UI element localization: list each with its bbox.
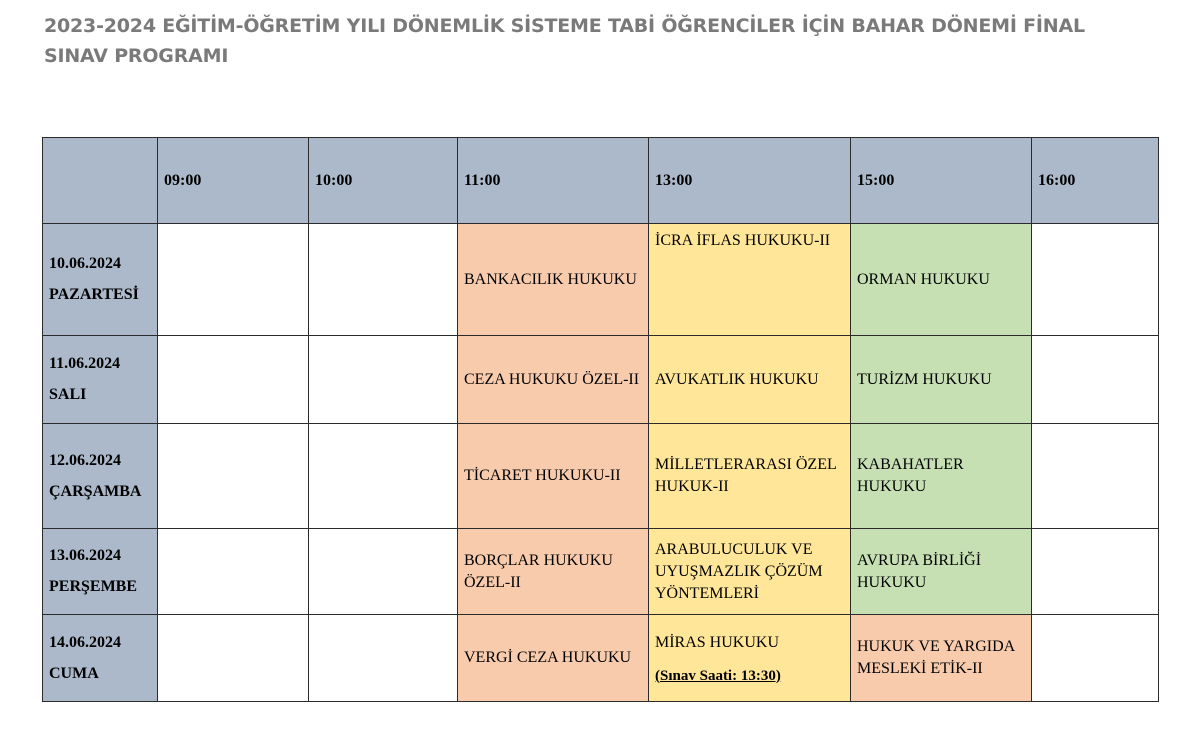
exam-date: 10.06.2024 [49,255,121,272]
exam-day: ÇARŞAMBA [49,482,142,500]
empty-slot [1032,224,1159,336]
course-name: VERGİ CEZA HUKUKU [464,649,632,666]
empty-slot [158,424,309,529]
empty-slot [158,529,309,615]
table-row [43,615,1159,702]
header-time-1300: 13:00 [649,138,851,224]
course-name: HUKUK VE YARGIDA MESLEKİ ETİK-II [857,638,1015,677]
course-name: BORÇLAR HUKUKU ÖZEL-II [464,551,613,591]
exam-date: 11.06.2024 [49,355,121,372]
header-time-0900: 09:00 [158,138,309,224]
table-row [43,529,1159,615]
exam-slot-1100 [458,224,649,336]
exam-slot-1300 [649,224,851,336]
table-row [43,424,1159,529]
course-name: BANKACILIK HUKUKU [464,270,637,288]
exam-time-note: (Sınav Saati: 13:30) [655,667,781,684]
empty-slot [309,336,458,424]
header-corner [43,138,158,224]
exam-slot-1300 [649,615,851,702]
exam-slot-1300 [649,336,851,424]
course-name: TURİZM HUKUKU [857,370,992,388]
course-name: ORMAN HUKUKU [857,270,990,288]
header-time-1500: 15:00 [851,138,1032,224]
exam-day: CUMA [49,664,99,682]
exam-slot-1500 [851,529,1032,615]
exam-day: PAZARTESİ [49,286,139,303]
header-time-1000: 10:00 [309,138,458,224]
exam-slot-1300 [649,529,851,615]
course-name: MİLLETLERARASI ÖZEL HUKUK-II [655,456,837,495]
empty-slot [1032,424,1159,529]
empty-slot [158,224,309,336]
exam-slot-1500 [851,615,1032,702]
empty-slot [158,336,309,424]
empty-slot [158,615,309,702]
exam-slot-1100 [458,424,649,529]
exam-slot-1500 [851,224,1032,336]
course-name: İCRA İFLAS HUKUKU-II [655,232,831,249]
course-name: AVUKATLIK HUKUKU [655,370,819,388]
day-cell [43,615,158,702]
exam-day: PERŞEMBE [49,578,138,595]
course-name: MİRAS HUKUKU [655,633,780,651]
empty-slot [309,224,458,336]
day-cell [43,529,158,615]
exam-slot-1100 [458,615,649,702]
header-row [43,138,1159,224]
exam-schedule-table [42,137,1159,702]
table-row [43,224,1159,336]
empty-slot [1032,529,1159,615]
exam-slot-1500 [851,424,1032,529]
exam-date: 13.06.2024 [49,547,121,564]
title-line-1: 2023-2024 EĞİTİM-ÖĞRETİM YILI DÖNEMLİK SİSTEME TABİ ÖĞRENCİLER İÇİN BAHAR DÖNEMİ FİNAL [44,15,1085,37]
empty-slot [1032,615,1159,702]
empty-slot [309,529,458,615]
title-line-2: SINAV PROGRAMI [44,45,229,67]
day-cell [43,336,158,424]
exam-date: 14.06.2024 [49,633,121,651]
exam-slot-1500 [851,336,1032,424]
course-name: CEZA HUKUKU ÖZEL-II [464,370,640,388]
day-cell [43,424,158,529]
empty-slot [309,424,458,529]
exam-slot-1100 [458,529,649,615]
table-row [43,336,1159,424]
day-cell [43,224,158,336]
course-name: KABAHATLER HUKUKU [857,456,964,495]
exam-day: SALI [49,386,87,403]
course-name: AVRUPA BİRLİĞİ HUKUKU [857,551,982,591]
header-time-1600: 16:00 [1032,138,1159,224]
header-time-1100: 11:00 [458,138,649,224]
exam-date: 12.06.2024 [49,451,121,469]
empty-slot [309,615,458,702]
page-title [44,11,1094,71]
course-name: TİCARET HUKUKU-II [464,467,621,484]
exam-slot-1300 [649,424,851,529]
exam-slot-1100 [458,336,649,424]
course-name: ARABULUCULUK VE UYUŞMAZLIK ÇÖZÜM YÖNTEMLERİ [655,540,823,602]
empty-slot [1032,336,1159,424]
